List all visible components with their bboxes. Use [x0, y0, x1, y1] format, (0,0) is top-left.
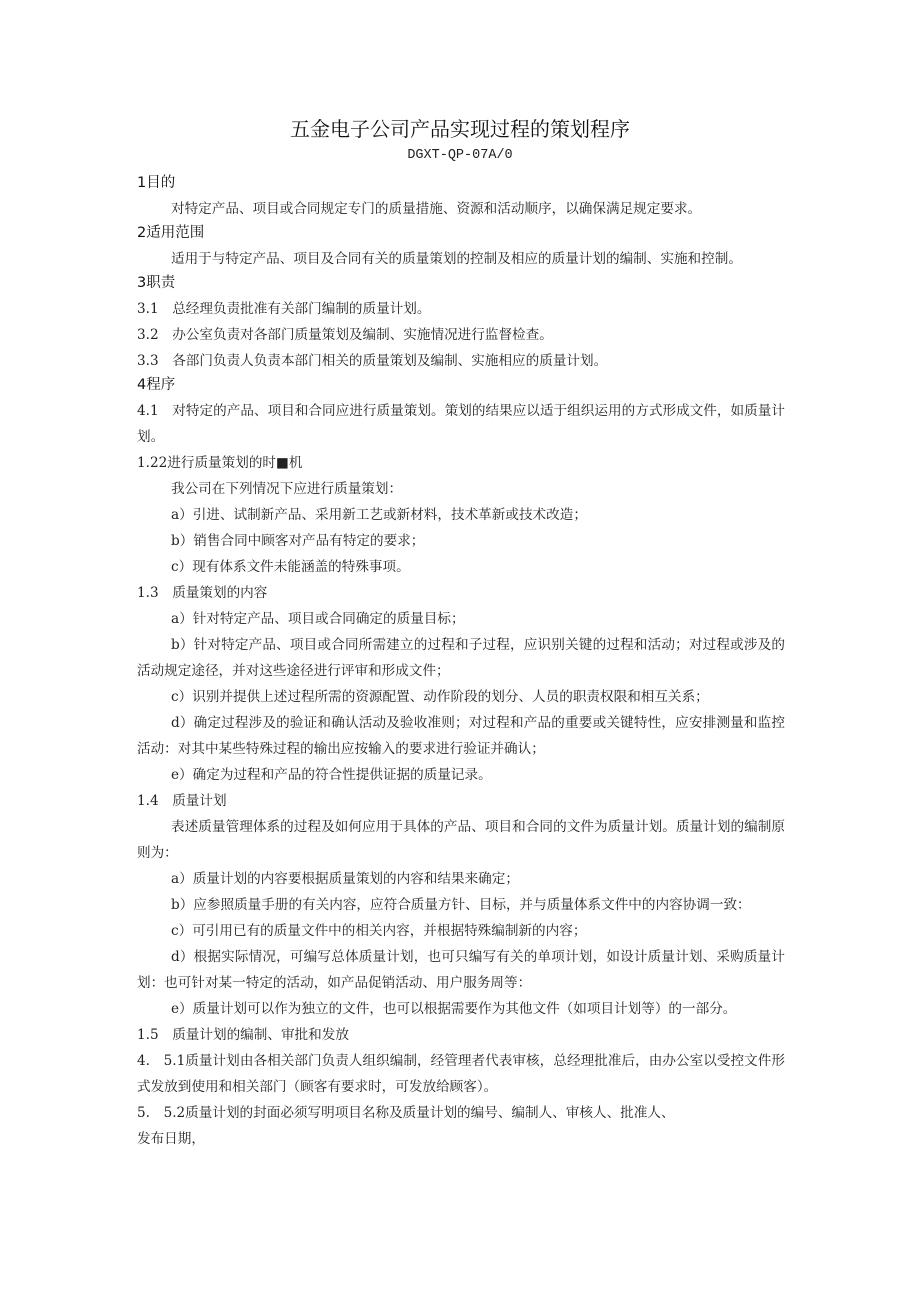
- section-4-2-item-a: a）引进、试制新产品、采用新工艺或新材料，技术革新或技术改造；: [171, 507, 587, 523]
- section-4-3-item-e: e）确定为过程和产品的符合性提供证据的质量记录。: [171, 767, 492, 783]
- section-4-4-item-a: a）质量计划的内容要根据质量策划的内容和结果来确定；: [171, 871, 519, 887]
- section-4-4-intro: 表述质量管理体系的过程及如何应用于具体的产品、项目和合同的文件为质量计划。质量计划的编制原则为：: [137, 819, 785, 861]
- section-4-4-item-b: b）应参照质量手册的有关内容，应符合质量方针、目标，并与质量体系文件中的内容协调一致：: [171, 897, 751, 913]
- section-4-4-item-e: e）质量计划可以作为独立的文件，也可以根据需要作为其他文件（如项目计划等）的一部分。: [171, 1001, 737, 1017]
- section-4-2-heading: 1.22进行质量策划的时■机: [137, 455, 303, 471]
- section-4-2-item-b: b）销售合同中顾客对产品有特定的要求；: [171, 533, 425, 549]
- section-4-4-item-c: c）可引用已有的质量文件中的相关内容，并根据特殊编制新的内容；: [171, 923, 587, 939]
- section-4-5-2-line1: 5. 5.2质量计划的封面必须写明项目名称及质量计划的编号、编制人、审核人、批准人、: [137, 1105, 675, 1121]
- section-4-5-2-line2: 发布日期，: [137, 1131, 205, 1147]
- section-4-3-item-b: b）针对特定产品、项目或合同所需建立的过程和子过程，应识别关键的过程和活动；对过程或涉及的活动规定途径，并对这些途径进行评审和形成文件；: [137, 637, 785, 679]
- section-4-3-item-c: c）识别并提供上述过程所需的资源配置、动作阶段的划分、人员的职责权限和相互关系；: [171, 689, 709, 705]
- document-body: [137, 172, 785, 1152]
- section-4-1: 4.1 对特定的产品、项目和合同应进行质量策划。策划的结果应以适于组织运用的方式形成文件，如质量计划。: [137, 403, 785, 445]
- section-4-2-item-c: c）现有体系文件未能涵盖的特殊事项。: [171, 559, 410, 575]
- section-1-heading: 1目的: [137, 175, 176, 191]
- section-1-text: 对特定产品、项目或合同规定专门的质量措施、资源和活动顺序，以确保满足规定要求。: [171, 201, 702, 217]
- document-code: DGXT-QP-07A/0: [407, 148, 513, 163]
- section-2-heading: 2适用范围: [137, 225, 205, 241]
- section-3-3: 3.3 各部门负责人负责本部门相关的质量策划及编制、实施相应的质量计划。: [137, 353, 608, 369]
- section-4-2-intro: 我公司在下列情况下应进行质量策划：: [171, 481, 403, 497]
- section-4-5-1: 4. 5.1质量计划由各相关部门负责人组织编制，经管理者代表审核，总经理批准后，由办公室以受控文件形式发放到使用和相关部门（顾客有要求时，可发放给顾客）。: [137, 1053, 785, 1095]
- section-4-4-item-d: d）根据实际情况，可编写总体质量计划，也可只编写有关的单项计划，如设计质量计划、采购质量计划：也可针对某一特定的活动，如产品促销活动、用户服务周等：: [137, 949, 785, 991]
- section-2-text: 适用于与特定产品、项目及合同有关的质量策划的控制及相应的质量计划的编制、实施和控制。: [171, 251, 742, 267]
- section-4-heading: 4程序: [137, 377, 176, 393]
- document-title: 五金电子公司产品实现过程的策划程序: [290, 117, 630, 141]
- section-4-3-item-a: a）针对特定产品、项目或合同确定的质量目标；: [171, 611, 465, 627]
- section-4-4-heading: 1.4 质量计划: [137, 793, 227, 809]
- section-3-1: 3.1 总经理负责批准有关部门编制的质量计划。: [137, 301, 431, 317]
- section-4-3-item-d: d）确定过程涉及的验证和确认活动及验收准则；对过程和产品的重要或关键特性，应安排测量和监控活动：对其中某些特殊过程的输出应按输入的要求进行验证并确认；: [137, 715, 785, 757]
- section-3-2: 3.2 办公室负责对各部门质量策划及编制、实施情况进行监督检查。: [137, 327, 553, 343]
- section-4-5-heading: 1.5 质量计划的编制、审批和发放: [137, 1027, 349, 1043]
- section-3-heading: 3职责: [137, 275, 176, 291]
- section-4-3-heading: 1.3 质量策划的内容: [137, 585, 268, 601]
